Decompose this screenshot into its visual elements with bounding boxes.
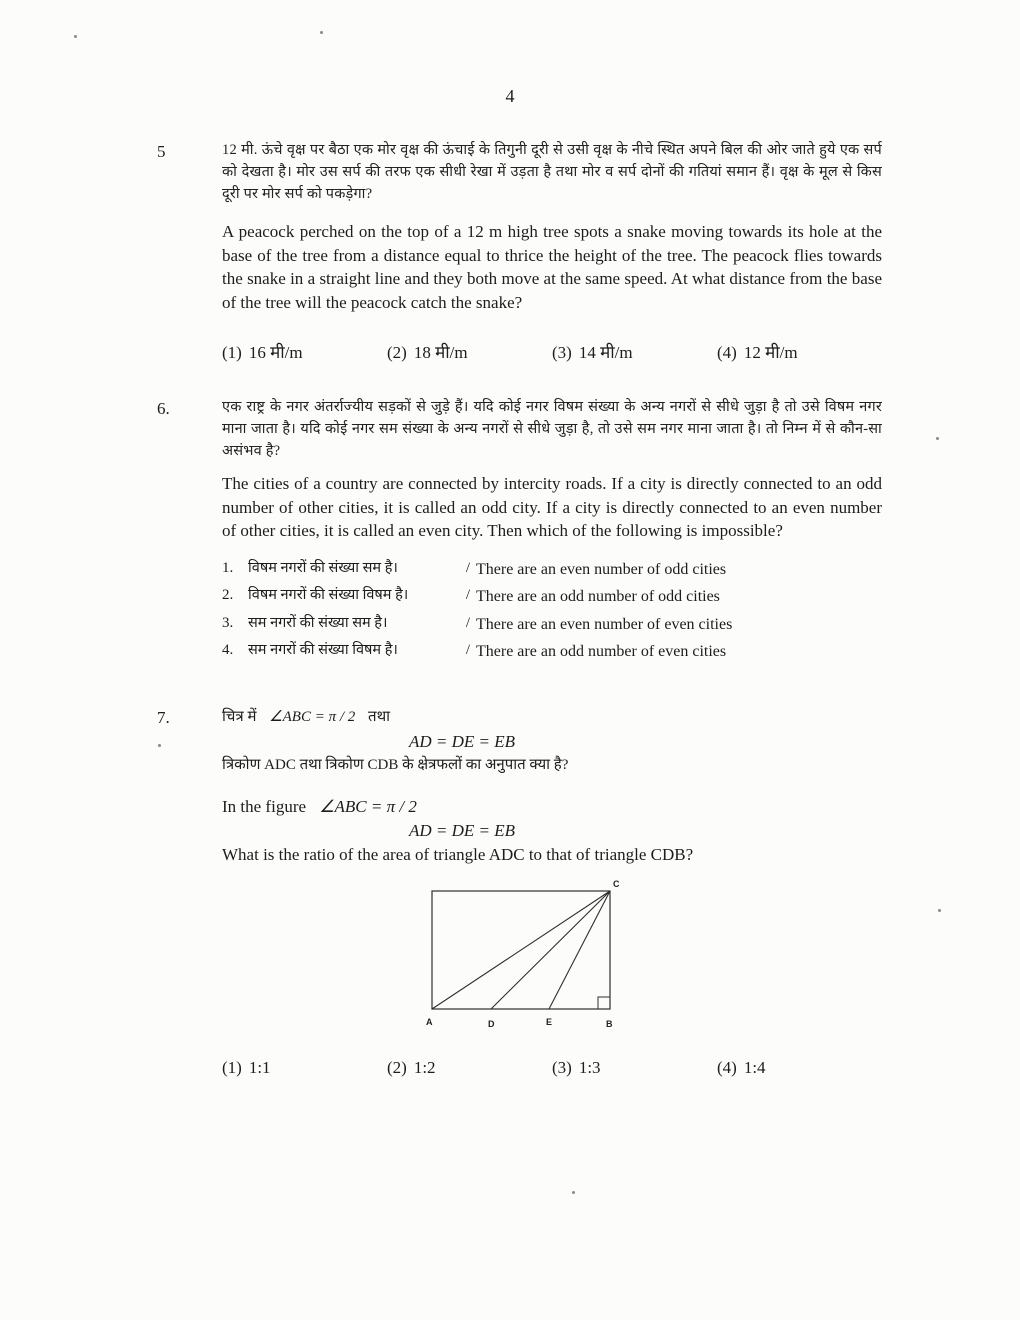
choice-row-1 <box>222 556 882 584</box>
question-5-text-english: A peacock perched on the top of a 12 m high tree spots a snake moving towards its hole at the base of the tree from a distance equal to thrice the height of the tree. The peacock flies towards the snake in a straight line and they both move at the same speed. At what distance from the base of the tree will the peacock catch the snake? <box>222 222 882 312</box>
question-7-options-row <box>222 1058 882 1078</box>
question-7-option-2 <box>387 1058 552 1078</box>
choice-number: 1. <box>222 559 234 576</box>
question-5-number: 5 <box>157 142 166 161</box>
option-value: 12 मी/m <box>743 343 798 363</box>
page-number: 4 <box>505 86 515 106</box>
choice-row-4 <box>222 638 882 666</box>
choice-english: There are an odd number of even cities <box>476 643 727 661</box>
choice-english: There are an even number of even cities <box>476 615 733 633</box>
question-5-option-4 <box>717 340 882 363</box>
question-5 <box>155 140 900 363</box>
question-6-choice-list <box>222 556 882 666</box>
question-6 <box>155 397 900 666</box>
option-label: (1) <box>222 343 242 363</box>
option-value: 18 मी/m <box>413 343 468 363</box>
choice-number: 2. <box>222 587 234 604</box>
choice-separator: / <box>465 559 471 576</box>
choice-hindi: विषम नगरों की संख्या विषम है। <box>248 587 409 604</box>
scan-speckle <box>320 31 323 34</box>
option-label: (4) <box>717 343 737 363</box>
scan-speckle <box>572 1191 575 1194</box>
choice-english: There are an odd number of odd cities <box>476 588 720 606</box>
choice-separator: / <box>465 587 471 604</box>
question-7-hindi-line1 <box>222 706 882 729</box>
question-6-text-english: The cities of a country are connected by intercity roads. If a city is directly connected to an odd number of other cities, it is called an odd city. If a city is directly connected to an even number of other cities, it is called an even city. Then which of the following is impossible? <box>222 474 882 541</box>
equation-ad-de-eb: AD = DE = EB <box>408 821 516 841</box>
option-value: 14 मी/m <box>578 343 633 363</box>
option-label: (1) <box>222 1058 242 1078</box>
option-value: 1:4 <box>743 1058 766 1078</box>
question-7-english-line1 <box>222 795 882 819</box>
question-5-option-1 <box>222 340 387 363</box>
line-c-to-e <box>549 891 610 1009</box>
question-7-option-1 <box>222 1058 387 1078</box>
option-value: 16 मी/m <box>248 343 303 363</box>
option-label: (3) <box>552 1058 572 1078</box>
question-7 <box>155 706 900 1078</box>
angle-condition: ∠ABC = π / 2 <box>269 709 356 725</box>
hindi-suffix: तथा <box>368 709 391 725</box>
question-5-option-2 <box>387 340 552 363</box>
scan-speckle <box>936 437 939 440</box>
triangle-figure <box>418 875 648 1038</box>
question-5-options-row <box>222 340 882 363</box>
line-c-to-a <box>432 891 610 1009</box>
question-5-text-hindi: 12 मी. ऊंचे वृक्ष पर बैठा एक मोर वृक्ष की ऊंचाई के तिगुनी दूरी से उसी वृक्ष के नीचे स्थित अपने बिल की ओर जाते हुये एक सर्प को देखता है। मोर उस सर्प की तरफ एक सीधी रेखा में उड़ता है तथा मोर व सर्प दोनों की गतियां समान हैं। वृक्ष के मूल से किस दूरी पर मोर सर्प को पकड़ेगा? <box>222 142 882 202</box>
choice-hindi: सम नगरों की संख्या सम है। <box>248 614 388 631</box>
choice-hindi: विषम नगरों की संख्या सम है। <box>248 559 398 576</box>
right-angle-marker <box>598 997 610 1009</box>
question-7-number: 7. <box>157 708 170 727</box>
question-7-english-question: What is the ratio of the area of triangle ADC to that of triangle CDB? <box>222 845 694 865</box>
vertex-label-e: E <box>546 1017 553 1028</box>
scan-speckle <box>938 909 941 912</box>
choice-row-2 <box>222 583 882 611</box>
vertex-label-a: A <box>426 1017 433 1028</box>
choice-separator: / <box>465 642 471 659</box>
option-label: (2) <box>387 1058 407 1078</box>
question-7-option-4 <box>717 1058 882 1078</box>
hindi-prefix: चित्र में <box>222 709 257 725</box>
vertex-label-d: D <box>488 1019 495 1030</box>
option-value: 1:1 <box>248 1058 271 1078</box>
vertex-label-b: B <box>606 1019 613 1030</box>
scan-speckle <box>74 35 77 38</box>
question-5-option-3 <box>552 340 717 363</box>
option-label: (3) <box>552 343 572 363</box>
choice-hindi: सम नगरों की संख्या विषम है। <box>248 642 398 659</box>
line-c-to-d <box>491 891 610 1009</box>
option-label: (2) <box>387 343 407 363</box>
choice-number: 4. <box>222 642 234 659</box>
choice-row-3 <box>222 611 882 639</box>
vertex-label-c: C <box>613 879 620 890</box>
question-7-hindi-question: त्रिकोण ADC तथा त्रिकोण CDB के क्षेत्रफलों का अनुपात क्या है? <box>222 757 569 774</box>
question-7-option-3 <box>552 1058 717 1078</box>
choice-number: 3. <box>222 614 234 631</box>
angle-condition: ∠ABC = π / 2 <box>319 796 417 816</box>
choice-separator: / <box>465 614 471 631</box>
triangle-diagram <box>418 875 648 1033</box>
question-6-text-hindi: एक राष्ट्र के नगर अंतर्राज्यीय सड़कों से जुड़े हैं। यदि कोई नगर विषम संख्या के अन्य नगरों से सीधे जुड़ा है तो उसे विषम नगर माना जाता है। यदि कोई नगर सम संख्या के अन्य नगरों से सीधे जुड़ा है, तो उसे सम नगर माना जाता है। तो निम्न में से कौन-सा असंभव है? <box>222 399 882 459</box>
question-6-number: 6. <box>157 399 170 418</box>
choice-english: There are an even number of odd cities <box>476 560 727 578</box>
option-label: (4) <box>717 1058 737 1078</box>
option-value: 1:2 <box>413 1058 436 1078</box>
equation-ad-de-eb: AD = DE = EB <box>408 732 516 752</box>
english-prefix: In the figure <box>222 796 307 816</box>
option-value: 1:3 <box>578 1058 601 1078</box>
